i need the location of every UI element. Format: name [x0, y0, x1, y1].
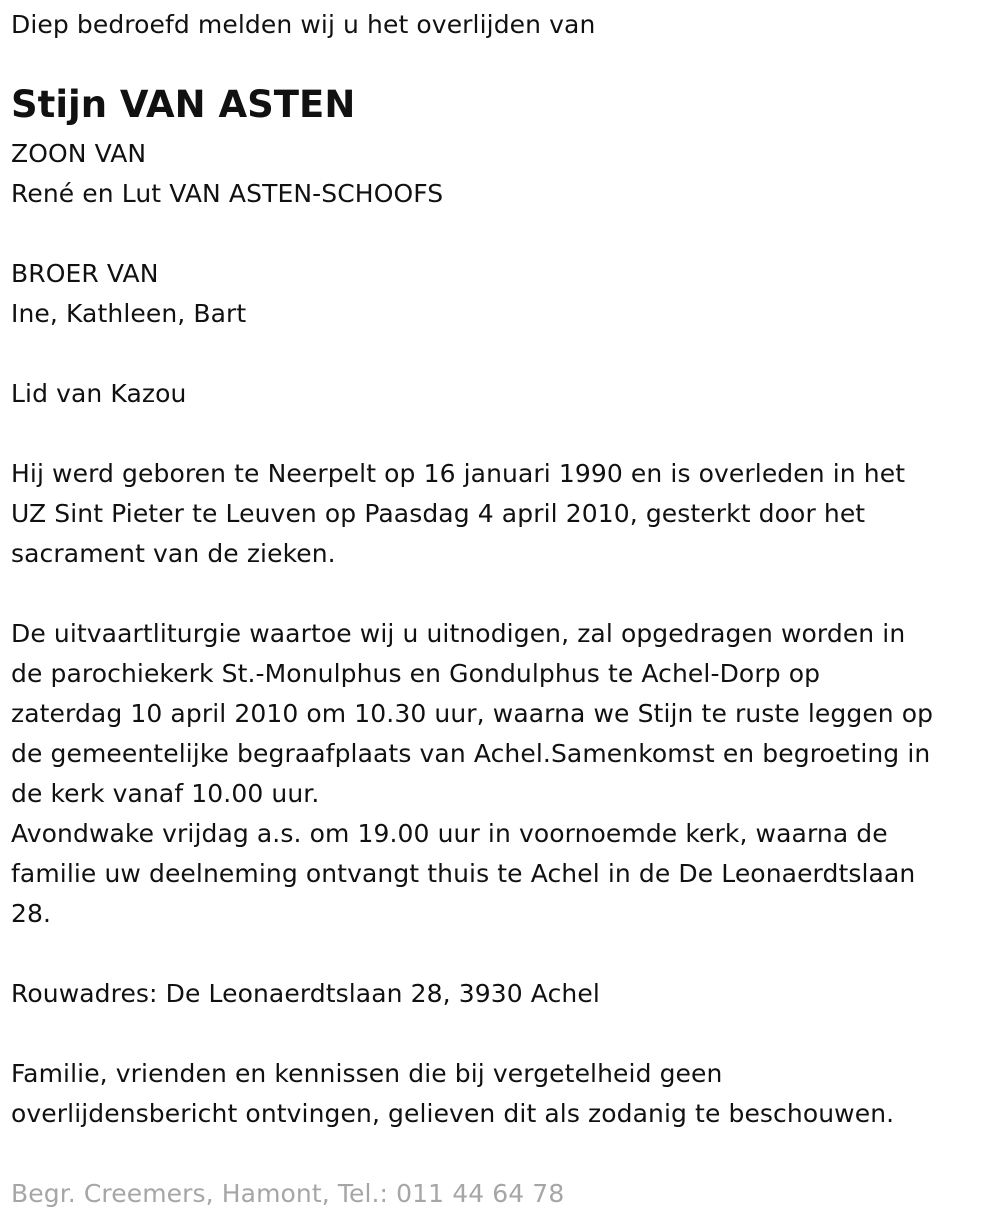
funeral-line: de gemeentelijke begraafplaats van Achel.Samenkomst en begroeting in	[11, 739, 931, 768]
undertaker-info: Begr. Creemers, Hamont, Tel.: 011 44 64 78	[11, 1179, 565, 1208]
funeral-line: de parochiekerk St.-Monulphus en Gondulphus te Achel-Dorp op	[11, 659, 821, 688]
brother-of-label: BROER VAN	[11, 259, 159, 288]
funeral-line: Avondwake vrijdag a.s. om 19.00 uur in voornoemde kerk, waarna de	[11, 819, 888, 848]
funeral-line: De uitvaartliturgie waartoe wij u uitnodigen, zal opgedragen worden in	[11, 619, 906, 648]
son-of-label: ZOON VAN	[11, 139, 147, 168]
funeral-line: zaterdag 10 april 2010 om 10.30 uur, waarna we Stijn te ruste leggen op	[11, 699, 934, 728]
siblings: Ine, Kathleen, Bart	[11, 299, 247, 328]
birth-death-line: UZ Sint Pieter te Leuven op Paasdag 4 april 2010, gesterkt door het	[11, 499, 866, 528]
funeral-line: 28.	[11, 899, 52, 928]
parents: René en Lut VAN ASTEN-SCHOOFS	[11, 179, 444, 208]
birth-death-line: Hij werd geboren te Neerpelt op 16 januari 1990 en is overleden in het	[11, 459, 906, 488]
notice-line: overlijdensbericht ontvingen, gelieven dit als zodanig te beschouwen.	[11, 1099, 895, 1128]
funeral-line: familie uw deelneming ontvangt thuis te Achel in de De Leonaerdtslaan	[11, 859, 916, 888]
membership: Lid van Kazou	[11, 379, 187, 408]
deceased-name: Stijn VAN ASTEN	[11, 83, 356, 126]
funeral-line: de kerk vanaf 10.00 uur.	[11, 779, 320, 808]
notice-line: Familie, vrienden en kennissen die bij vergetelheid geen	[11, 1059, 723, 1088]
birth-death-line: sacrament van de zieken.	[11, 539, 336, 568]
mourning-address: Rouwadres: De Leonaerdtslaan 28, 3930 Achel	[11, 979, 600, 1008]
intro-text: Diep bedroefd melden wij u het overlijden van	[11, 10, 596, 39]
